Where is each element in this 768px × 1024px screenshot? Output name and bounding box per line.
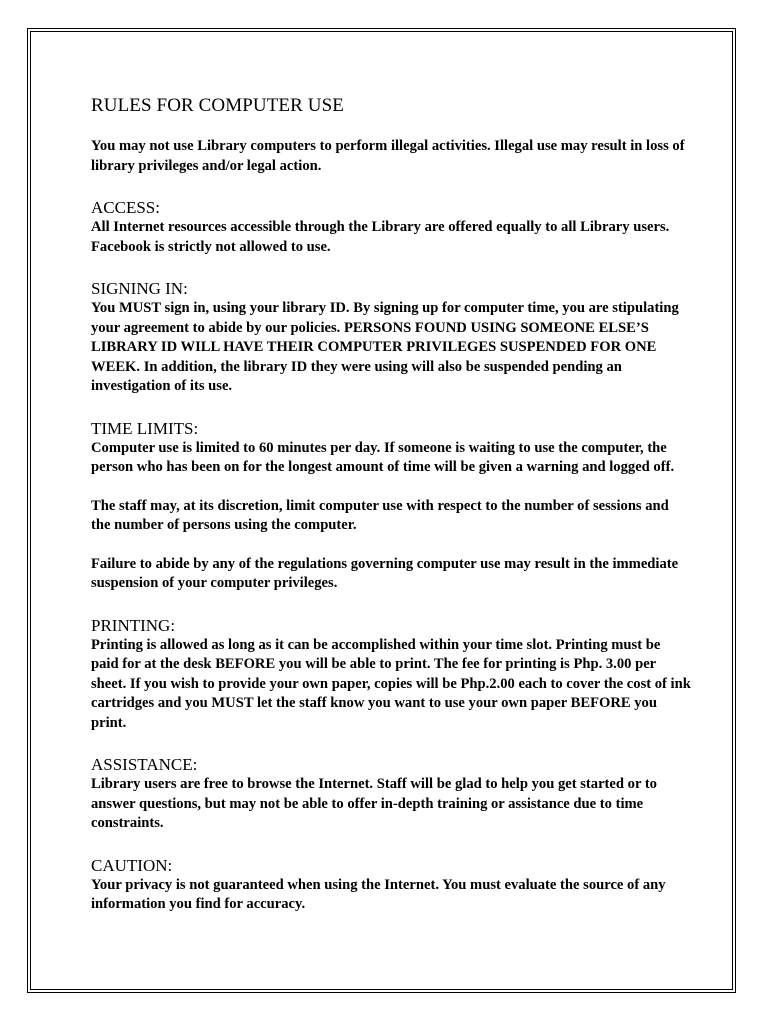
section-paragraph: Computer use is limited to 60 minutes per day. If someone is waiting to use the computer, the person who has been on for the longest amount of time will be given a warning and logged off. [91,439,675,475]
document-body [91,95,691,937]
section-heading: PRINTING: [91,615,176,635]
document-title: RULES FOR COMPUTER USE [91,95,344,116]
section-heading: SIGNING IN: [91,279,188,298]
section-printing [91,616,691,734]
section-access [91,198,691,257]
section-paragraph: The staff may, at its discretion, limit computer use with respect to the number of sessions and the number of persons using the computer. [91,497,669,533]
section-paragraph: Library users are free to browse the Internet. Staff will be glad to help you get started or to answer questions, but may not be able to offer in-depth training or assistance due to time constraints. [91,776,657,831]
intro-paragraph: You may not use Library computers to perform illegal activities. Illegal use may result in loss of library privileges and/or legal action. [91,138,685,174]
section-paragraph: Failure to abide by any of the regulations governing computer use may result in the immediate suspension of your computer privileges. [91,555,679,591]
section-heading: CAUTION: [91,855,173,875]
section-signing-in [91,279,691,397]
section-paragraph: Printing is allowed as long as it can be accomplished within your time slot. Printing must be paid for at the desk BEFORE you will be able to print. The fee for printing is Php. 3.00 per sheet. If you wish to provide your own paper, copies will be Php.2.00 each to cover the cost of ink cartridges and you MUST let the staff know you want to use your own paper BEFORE you print. [91,636,691,731]
section-heading: ACCESS: [91,198,160,217]
section-caution [91,856,691,915]
section-paragraph: Your privacy is not guaranteed when using the Internet. You must evaluate the source of any information you find for accuracy. [91,876,666,912]
section-paragraph: All Internet resources accessible through the Library are offered equally to all Library users. Facebook is strictly not allowed to use. [91,219,670,255]
section-time-limits [91,419,691,594]
section-paragraph: You MUST sign in, using your library ID. By signing up for computer time, you are stipulating your agreement to abide by our policies. PERSONS FOUND USING SOMEONE ELSE’S LIBRARY ID WILL HAVE THEIR COMPUTER PRIVILEGES SUSPENDED FOR ONE WEEK. In addition, the library ID they were using will also be suspended pending an investigation of its use. [91,300,679,394]
section-heading: ASSISTANCE: [91,755,198,774]
section-heading: TIME LIMITS: [91,418,199,438]
section-assistance [91,755,691,834]
